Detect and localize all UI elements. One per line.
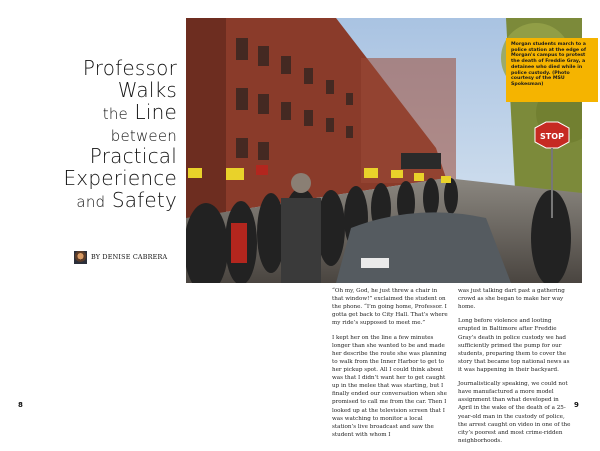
title-line-3 — [63, 102, 177, 122]
title-line-1: Professor — [82, 56, 177, 80]
title-word-and: and — [76, 193, 106, 211]
title-word-the: the — [102, 105, 128, 123]
title-line-4 — [63, 124, 177, 144]
article-title — [63, 58, 177, 212]
title-word-safety: Safety — [111, 188, 177, 212]
body-paragraph: Journalistically speaking, we could not have manufactured a more model assignment than what developed in April in the wake of the death of a 25-year-old man in the custody of police, the arrest caught on video in one of the city’s poorest and most crime-ridden neighborhoods. — [458, 381, 571, 444]
photo-caption: Morgan students march to a police station at the edge of Morgan's campus to protest the death of Freddie Gray, a detainee who died while in police custody. (Photo courtesy of the MSU Spokesman) — [506, 38, 598, 102]
body-column-left — [332, 287, 448, 445]
byline-text: BY DENISE CABRERA — [91, 253, 168, 261]
body-paragraph: Long before violence and looting erupted in Baltimore after Freddie Gray’s death in police custody we had sufficiently primed the pump for our students, preparing them to cover the story that became top national news as it was happening in their backyard. — [458, 318, 570, 373]
title-line-2: Walks — [117, 78, 177, 102]
stop-sign-text: STOP — [540, 132, 564, 141]
body-paragraph: was just talking dart past a gathering crowd as she began to make her way home. — [458, 288, 565, 311]
body-paragraph: “Oh my, God, he just threw a chair in that window!” exclaimed the student on the phone. “I’m going home, Professor. I gotta get back to City Hall. That’s where my ride’s supposed to meet me.” — [332, 288, 448, 327]
body-paragraph: I kept her on the line a few minutes longer than she wanted to be and made her describe the route she was planning to walk from the Inner Harbor to get to her pickup spot. All I could think about was that I didn’t want her to get caught up in the melee that was starting, but I finally ended our conversation when she promised to call me from the car. Then I looked up at the television screen that I was watching to monitor a local station’s live broadcast and saw the student with whom I — [332, 334, 447, 438]
body-column-right — [458, 287, 574, 451]
author-avatar — [74, 251, 87, 264]
page-number-right: 9 — [574, 401, 579, 409]
page-number-left: 8 — [18, 401, 23, 409]
title-line-7 — [63, 190, 177, 210]
title-line-6: Experience — [63, 166, 177, 190]
title-line-5: Practical — [89, 144, 177, 168]
title-word-between: between — [110, 127, 177, 145]
byline — [74, 249, 167, 265]
title-word-line: Line — [134, 100, 177, 124]
